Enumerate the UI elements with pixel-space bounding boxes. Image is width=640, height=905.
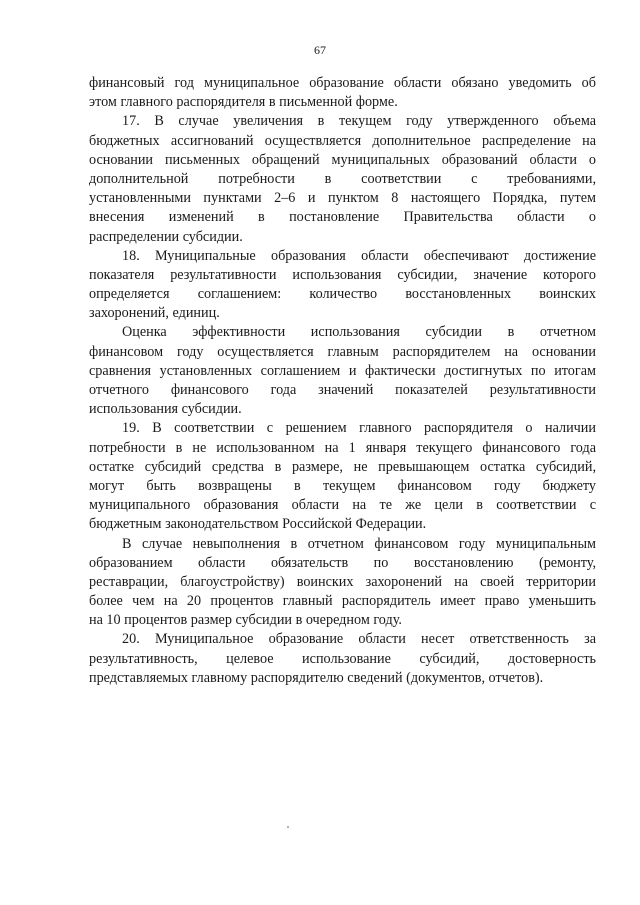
- text-line: результативность, целевое использование субсидий, достоверность: [89, 650, 596, 667]
- text-line: бюджетных ассигнований осуществляется дополнительное распределение на: [89, 132, 596, 149]
- text-line: захоронений, единиц.: [89, 305, 220, 322]
- text-line: основании письменных обращений муниципальных образований области о: [89, 151, 596, 168]
- text-line: использования субсидии.: [89, 401, 242, 418]
- document-body: [89, 74, 596, 688]
- text-line: финансовый год муниципальное образование области обязано уведомить об: [89, 75, 596, 91]
- scan-speck: [287, 826, 289, 828]
- page-number: 67: [314, 43, 326, 57]
- paragraph-line: В случае невыполнения в отчетном финансовом году муниципальным: [122, 535, 596, 552]
- paragraph-20-line: 20. Муниципальное образование области несет ответственность за: [122, 631, 596, 648]
- text-line: реставрации, благоустройству) воинских захоронений на своей территории: [89, 573, 596, 590]
- text-line: распределении субсидии.: [89, 228, 243, 245]
- text-line: более чем на 20 процентов главный распорядитель имеет право уменьшить: [89, 593, 596, 610]
- text-line: дополнительной потребности в соответствии с требованиями,: [89, 170, 596, 187]
- text-line: внесения изменений в постановление Правительства области о: [89, 209, 596, 226]
- text-line: финансовом году осуществляется главным распорядителем на основании: [89, 343, 596, 360]
- paragraph-18-line: 18. Муниципальные образования области обеспечивают достижение: [122, 247, 596, 264]
- text-line: сравнения установленных соглашением и фактически достигнутых по итогам: [89, 362, 596, 379]
- text-line: представляемых главному распорядителю сведений (документов, отчетов).: [89, 669, 544, 686]
- text-line: муниципального образования области на те же цели в соответствии с: [89, 497, 596, 514]
- paragraph-line: Оценка эффективности использования субсидии в отчетном: [122, 324, 596, 341]
- text-line: могут быть возвращены в текущем финансовом году бюджету: [89, 477, 596, 494]
- text-line: отчетного финансового года значений показателей результативности: [89, 382, 596, 398]
- text-line: бюджетным законодательством Российской Федерации.: [89, 516, 427, 533]
- text-line: этом главного распорядителя в письменной форме.: [89, 94, 398, 111]
- text-line: остатке субсидий средства в размере, не превышающем остатка субсидий,: [89, 458, 596, 475]
- paragraph-19-line: 19. В соответствии с решением главного распорядителя о наличии: [122, 420, 596, 437]
- paragraph-17-line: 17. В случае увеличения в текущем году утвержденного объема: [122, 113, 596, 130]
- text-line: на 10 процентов размер субсидии в очередном году.: [89, 612, 402, 629]
- text-line: образованием области обязательств по восстановлению (ремонту,: [89, 554, 596, 571]
- text-line: установленными пунктами 2–6 и пунктом 8 настоящего Порядка, путем: [89, 190, 596, 207]
- text-line: определяется соглашением: количество восстановленных воинских: [89, 286, 596, 303]
- text-line: показателя результативности использования субсидии, значение которого: [89, 266, 596, 283]
- text-line: потребности в не использованном на 1 января текущего финансового года: [89, 439, 596, 456]
